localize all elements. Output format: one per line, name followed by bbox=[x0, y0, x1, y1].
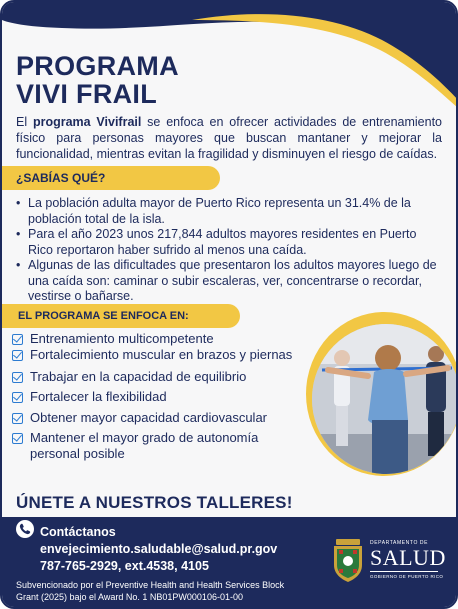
contact-phone[interactable]: 787-765-2929, ext.4538, 4105 bbox=[40, 559, 209, 573]
contact-email[interactable]: envejecimiento.saludable@salud.pr.gov bbox=[40, 542, 278, 556]
grant-text: Subvencionado por el Preventive Health and Health Services Block Grant (2025) bajo el Award No. 1 NB01PW000106-01-00 bbox=[16, 580, 285, 602]
department-top-text: DEPARTAMENTO DE bbox=[370, 540, 429, 546]
department-divider bbox=[370, 571, 438, 572]
focus-item bbox=[12, 347, 302, 363]
focus-item bbox=[12, 389, 302, 405]
title-line-1: PROGRAMA bbox=[16, 51, 179, 81]
phone-icon bbox=[16, 520, 34, 538]
department-bottom-text: GOBIERNO DE PUERTO RICO bbox=[370, 574, 444, 579]
focus-item-label: Trabajar en la capacidad de equilibrio bbox=[30, 369, 247, 384]
check-box-icon bbox=[12, 350, 23, 361]
exercise-class-photo bbox=[312, 324, 458, 474]
focus-item-label: Mantener el mayor grado de autonomía personal posible bbox=[30, 430, 259, 461]
intro-prefix: El bbox=[16, 115, 33, 129]
focus-heading: EL PROGRAMA SE ENFOCA EN: bbox=[2, 304, 240, 328]
fact-item: • Para el año 2023 unos 217,844 adultos mayores residentes en Puerto Rico reportaron haber sufrido al menos una caída. bbox=[16, 227, 442, 258]
focus-item bbox=[12, 369, 302, 385]
focus-item bbox=[12, 430, 302, 462]
intro-program-name: programa Vivifrail bbox=[32, 115, 142, 129]
workshop-cta: ÚNETE A NUESTROS TALLERES! bbox=[16, 493, 293, 512]
fact-item: • La población adulta mayor de Puerto Rico representa un 31.4% de la población total de la isla. bbox=[16, 196, 442, 227]
department-logo bbox=[370, 540, 446, 579]
focus-item-label: Entrenamiento multicompetente bbox=[30, 331, 214, 346]
facts-list bbox=[16, 196, 442, 305]
focus-item-label: Fortalecer la flexibilidad bbox=[30, 389, 167, 404]
focus-list bbox=[12, 331, 302, 462]
check-box-icon bbox=[12, 334, 23, 345]
intro-text: se enfoca en ofrecer actividades de entrenamiento físico para personas mayores que buscan mantaner y mejorar la funcionalidad, mientras evitan la fragilidad y disminuyen el riesgo de caídas. bbox=[16, 115, 442, 161]
fact-item: • Algunas de las dificultades que presentaron los adultos mayores luego de una caída son: caminar o subir escaleras, ver, concentrarse o recordar, vestirse o bañarse. bbox=[16, 258, 442, 305]
intro-paragraph bbox=[16, 114, 442, 162]
focus-item bbox=[12, 331, 302, 347]
focus-item bbox=[12, 410, 302, 426]
check-box-icon bbox=[12, 372, 23, 383]
contact-block bbox=[40, 524, 277, 575]
coat-of-arms-icon bbox=[331, 539, 365, 583]
facts-heading: ¿SABÍAS QUÉ? bbox=[2, 166, 220, 190]
check-box-icon bbox=[12, 413, 23, 424]
title-line-2: VIVI FRAIL bbox=[16, 79, 158, 109]
check-box-icon bbox=[12, 433, 23, 444]
contact-label: Contáctanos bbox=[40, 525, 116, 539]
department-name: SALUD bbox=[370, 545, 446, 570]
page-title bbox=[16, 52, 316, 108]
focus-item-label: Fortalecimiento muscular en brazos y piernas bbox=[30, 347, 293, 362]
focus-item-label: Obtener mayor capacidad cardiovascular bbox=[30, 410, 268, 425]
check-box-icon bbox=[12, 392, 23, 403]
